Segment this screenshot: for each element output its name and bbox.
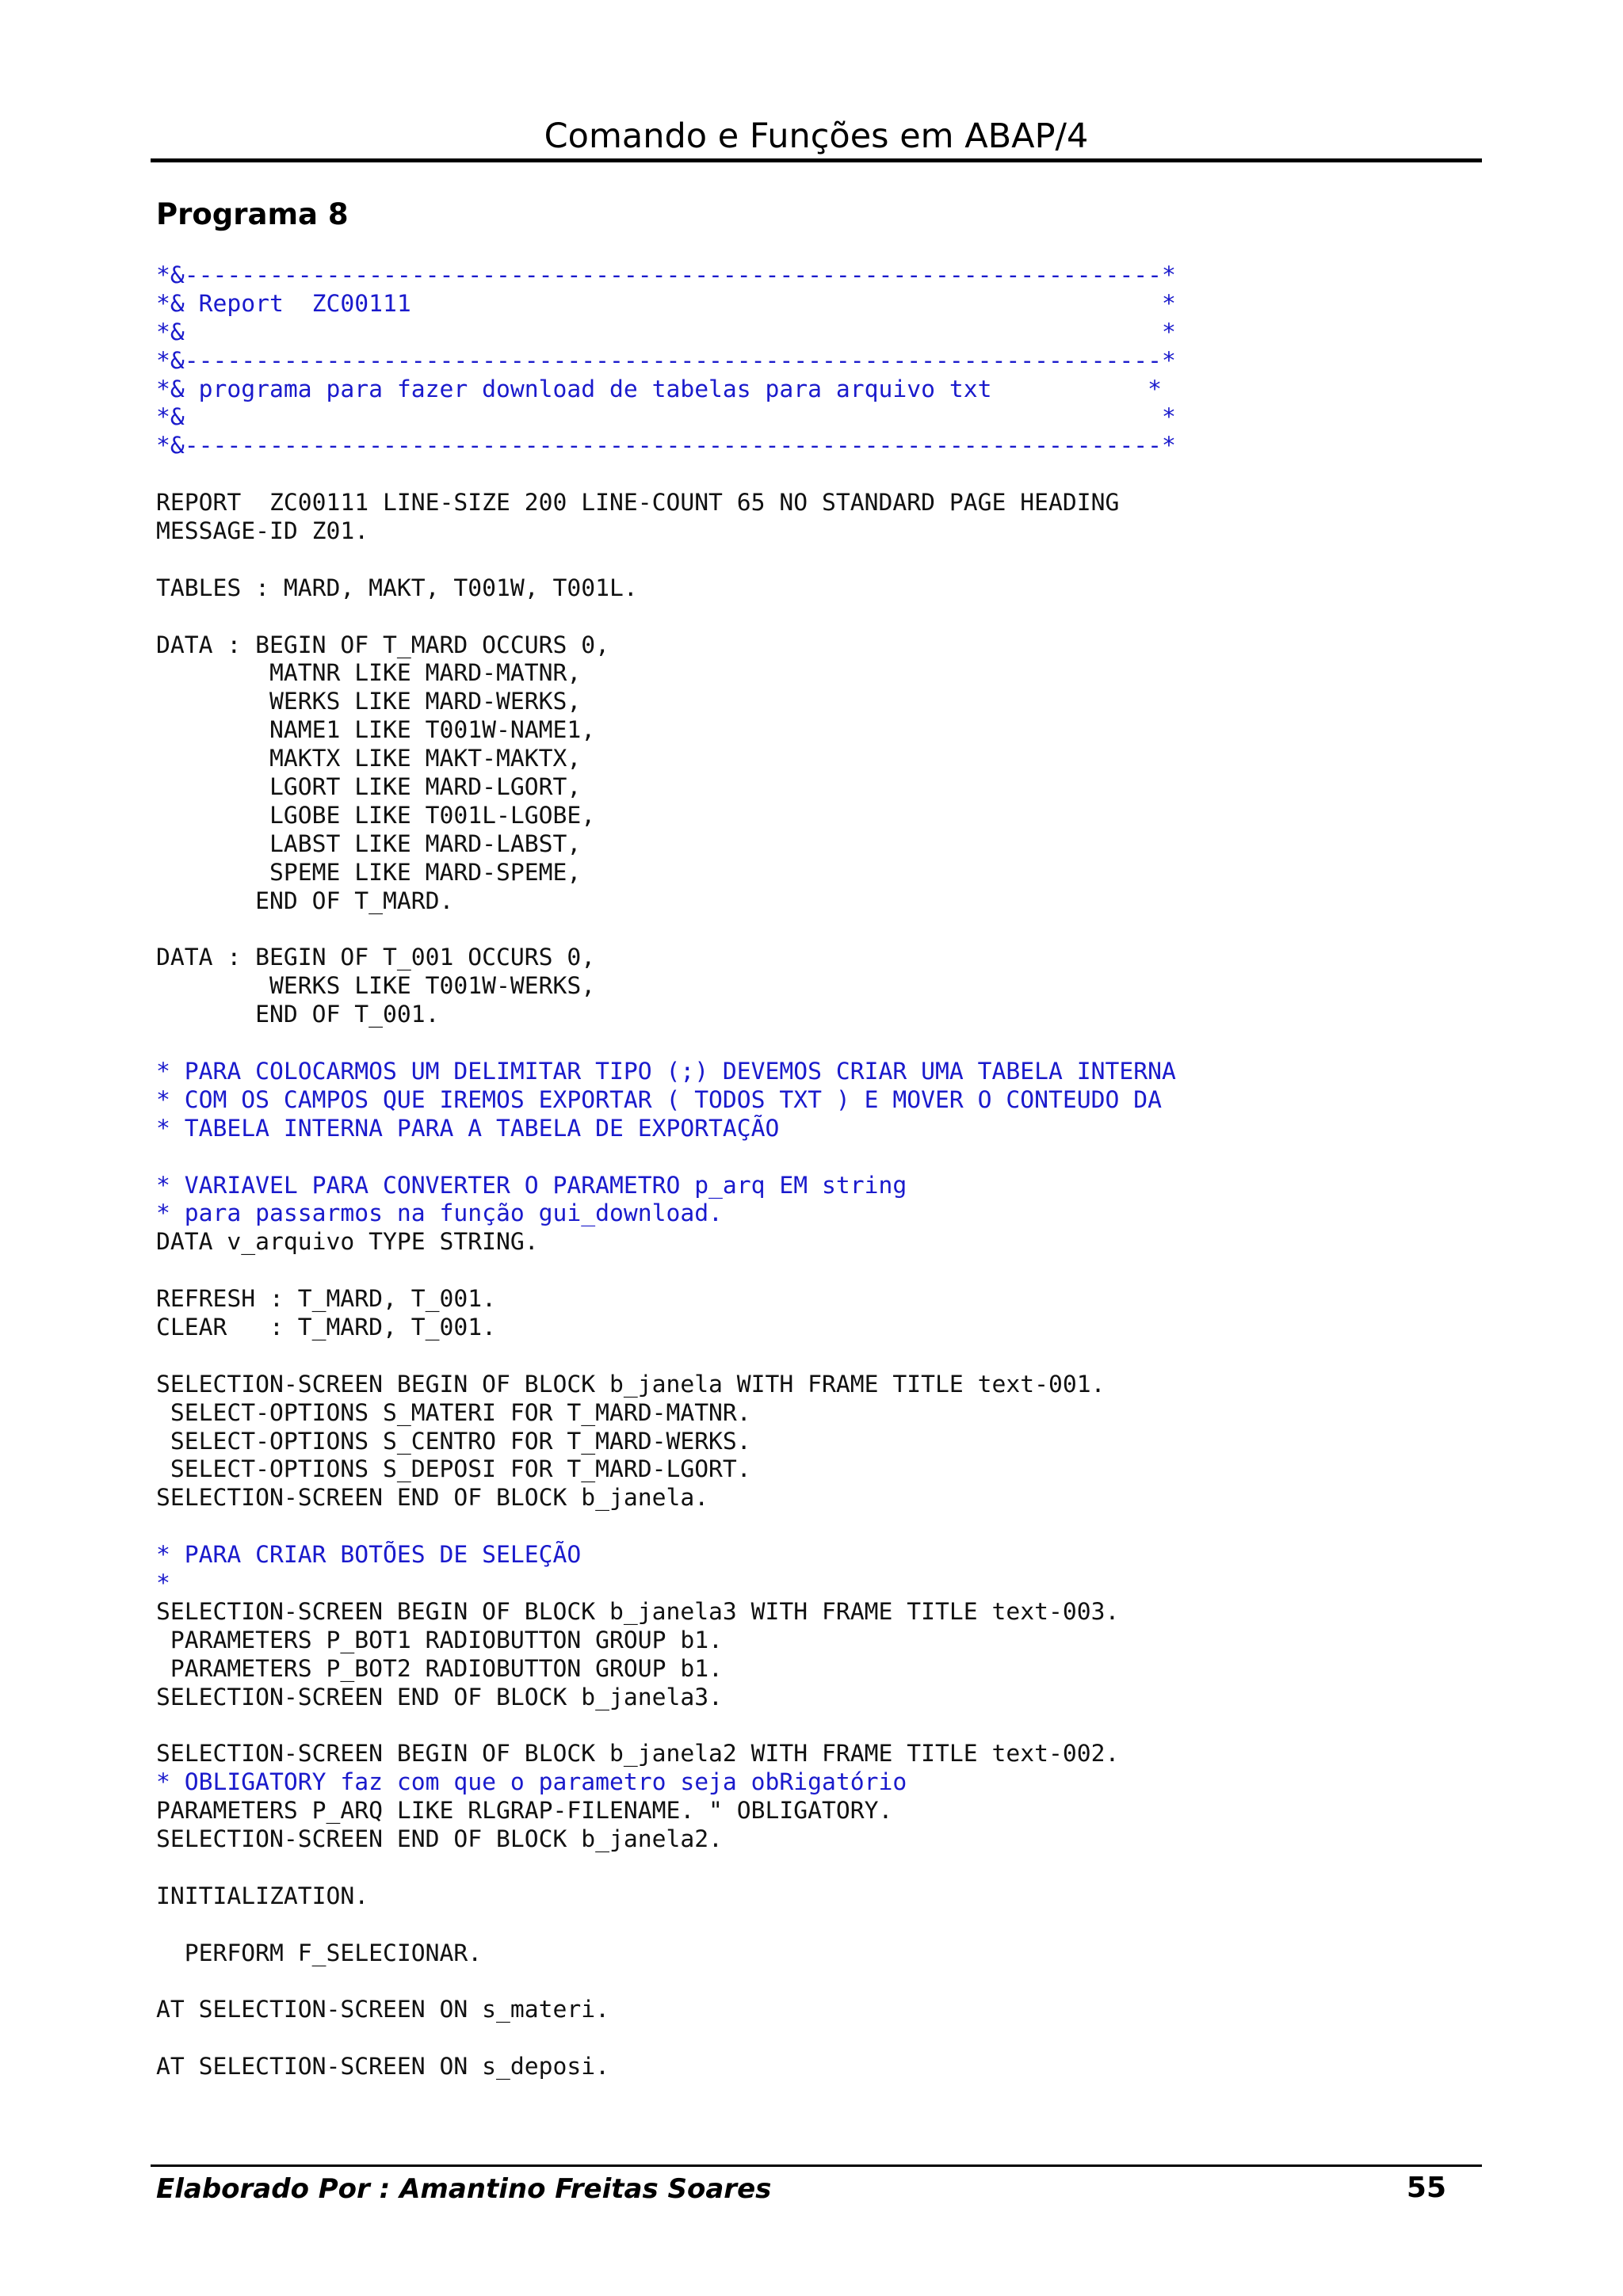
code-comment-line: * PARA COLOCARMOS UM DELIMITAR TIPO (;) DEVEMOS CRIAR UMA TABELA INTERNA [156,1057,1176,1085]
code-line: SELECTION-SCREEN BEGIN OF BLOCK b_janela WITH FRAME TITLE text-001. [156,1370,1106,1398]
code-line: PARAMETERS P_BOT1 RADIOBUTTON GROUP b1. [156,1626,723,1654]
code-comment-line: * [156,1569,170,1597]
code-line: SELECTION-SCREEN END OF BLOCK b_janela3. [156,1683,723,1711]
page-number: 55 [1406,2172,1446,2204]
header-divider [151,158,1482,162]
code-line: PARAMETERS P_ARQ LIKE RLGRAP-FILENAME. " OBLIGATORY. [156,1797,893,1825]
footer-divider [151,2164,1482,2167]
code-line: MAKTX LIKE MAKT-MAKTX, [156,745,582,773]
code-line [156,1911,1503,1939]
code-comment-line: * VARIAVEL PARA CONVERTER O PARAMETRO p_arq EM string [156,1171,907,1199]
code-line: SPEME LIKE MARD-SPEME, [156,858,582,887]
code-line: LGORT LIKE MARD-LGORT, [156,773,582,802]
code-comment-line: *&---------------------------------------------------------------------* [156,432,1176,460]
code-line [156,1143,1503,1172]
code-comment-line: *&---------------------------------------------------------------------* [156,261,1176,289]
code-line: SELECTION-SCREEN BEGIN OF BLOCK b_janela2 WITH FRAME TITLE text-002. [156,1740,1120,1768]
code-line: INITIALIZATION. [156,1882,369,1910]
code-line: LABST LIKE MARD-LABST, [156,830,582,858]
code-line: PARAMETERS P_BOT2 RADIOBUTTON GROUP b1. [156,1654,723,1683]
code-line [156,915,1503,944]
code-line: WERKS LIKE T001W-WERKS, [156,972,596,1001]
code-line: MATNR LIKE MARD-MATNR, [156,659,582,688]
code-comment-line: *& Report ZC00111 * [156,289,1176,318]
code-line: DATA v_arquivo TYPE STRING. [156,1228,539,1257]
code-line: END OF T_MARD. [156,887,454,915]
code-line: MESSAGE-ID Z01. [156,517,369,546]
code-comment-line: *&---------------------------------------------------------------------* [156,346,1176,375]
code-line [156,1967,1503,1996]
code-line [156,2024,1503,2053]
code-line: NAME1 LIKE T001W-NAME1, [156,716,596,745]
code-line: TABLES : MARD, MAKT, T001W, T001L. [156,574,638,602]
code-comment-line: * COM OS CAMPOS QUE IREMOS EXPORTAR ( TODOS TXT ) E MOVER O CONTEUDO DA [156,1085,1163,1114]
code-line [156,1342,1503,1371]
code-line [156,1711,1503,1740]
code-line: CLEAR : T_MARD, T_001. [156,1313,496,1341]
code-line: SELECTION-SCREEN END OF BLOCK b_janela2. [156,1825,723,1853]
section-title: Programa 8 [156,197,349,231]
code-line: WERKS LIKE MARD-WERKS, [156,688,582,716]
code-line [156,1854,1503,1882]
code-comment-line: * OBLIGATORY faz com que o parametro seja obRigatório [156,1768,907,1797]
code-line: LGOBE LIKE T001L-LGOBE, [156,801,596,830]
code-comment-line: *& * [156,403,1176,432]
code-line: SELECT-OPTIONS S_DEPOSI FOR T_MARD-LGORT. [156,1455,751,1484]
code-line [156,546,1503,574]
code-line [156,460,1503,489]
footer-author: Elaborado Por : Amantino Freitas Soares [156,2173,772,2205]
code-line: SELECTION-SCREEN END OF BLOCK b_janela. [156,1484,709,1512]
code-comment-line: *& programa para fazer download de tabelas para arquivo txt * [156,375,1163,403]
code-line: END OF T_001. [156,1001,440,1029]
code-line: SELECT-OPTIONS S_MATERI FOR T_MARD-MATNR. [156,1398,751,1427]
code-line: AT SELECTION-SCREEN ON s_deposi. [156,2053,609,2081]
code-listing [156,261,1503,2081]
code-line: PERFORM F_SELECIONAR. [156,1939,483,1967]
code-line: SELECTION-SCREEN BEGIN OF BLOCK b_janela3 WITH FRAME TITLE text-003. [156,1597,1120,1626]
code-line [156,1512,1503,1541]
code-line: DATA : BEGIN OF T_MARD OCCURS 0, [156,631,609,659]
code-line: REPORT ZC00111 LINE-SIZE 200 LINE-COUNT 65 NO STANDARD PAGE HEADING [156,489,1120,517]
code-line: DATA : BEGIN OF T_001 OCCURS 0, [156,944,596,972]
code-comment-line: * TABELA INTERNA PARA A TABELA DE EXPORTAÇÃO [156,1114,780,1142]
code-comment-line: *& * [156,318,1176,346]
page-header-title: Comando e Funções em ABAP/4 [544,116,1089,156]
code-line: AT SELECTION-SCREEN ON s_materi. [156,1996,609,2024]
code-comment-line: * PARA CRIAR BOTÕES DE SELEÇÃO [156,1541,582,1569]
code-comment-line: * para passarmos na função gui_download. [156,1199,723,1228]
code-line [156,1257,1503,1285]
code-line: SELECT-OPTIONS S_CENTRO FOR T_MARD-WERKS. [156,1427,751,1455]
code-line [156,603,1503,631]
code-line: REFRESH : T_MARD, T_001. [156,1285,496,1314]
code-line [156,1029,1503,1058]
